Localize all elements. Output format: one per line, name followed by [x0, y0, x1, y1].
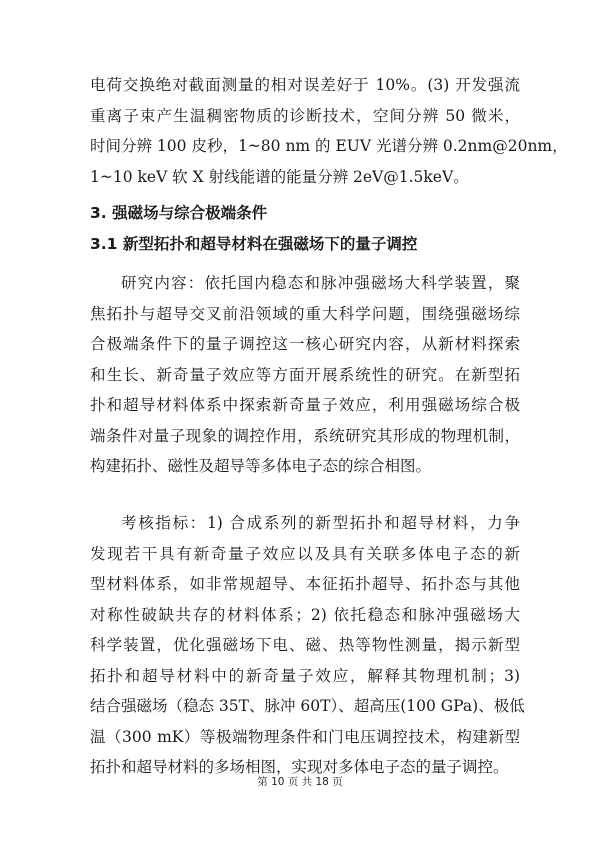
text-line: 科学装置，优化强磁场下电、磁、热等物性测量，揭示新型 — [90, 636, 520, 654]
text-line: 结合强磁场（稳态 35T、脉冲 60T）、超高压(100 GPa)、极低 — [90, 697, 525, 715]
text-line: 对称性破缺共存的材料体系；2) 依托稳态和脉冲强磁场大 — [90, 605, 520, 624]
text-line: 型材料体系，如非常规超导、本征拓扑超导、拓扑态与其他 — [90, 575, 520, 593]
text-line: 电荷交换绝对截面测量的相对误差好于 10%。(3) 开发强流 — [90, 76, 520, 94]
text-line: 1~10 keV 软 X 射线能谱的能量分辨 2eV@1.5keV。 — [90, 167, 469, 186]
page-number-footer: 第 10 页 共 18 页 — [257, 776, 343, 788]
text-line: 温（300 mK）等极端物理条件和门电压调控技术，构建新型 — [90, 727, 520, 746]
text-line: 发现若干具有新奇量子效应以及具有关联多体电子态的新 — [90, 544, 520, 563]
text-line: 合极端条件下的量子调控这一核心研究内容，从新材料探索 — [90, 335, 520, 353]
text-line: 扑和超导材料体系中探索新奇量子效应，利用强磁场综合极 — [90, 396, 520, 414]
text-line: 考核指标：1) 合成系列的新型拓扑和超导材料，力争 — [121, 514, 520, 532]
text-line: 研究内容：依托国内稳态和脉冲强磁场大科学装置，聚 — [121, 274, 520, 292]
section-heading: 3. 强磁场与综合极端条件 — [90, 204, 268, 222]
text-line: 时间分辨 100 皮秒，1~80 nm 的 EUV 光谱分辨 0.2nm@20nm， — [90, 137, 568, 155]
text-line: 构建拓扑、磁性及超导等多体电子态的综合相图。 — [90, 457, 432, 475]
text-line: 焦拓扑与超导交叉前沿领域的重大科学问题，围绕强磁场综 — [90, 304, 520, 323]
research-content-paragraph — [90, 268, 520, 482]
text-line: 和生长、新奇量子效应等方面开展系统性的研究。在新型拓 — [90, 365, 520, 384]
text-line: 重离子束产生温稠密物质的诊断技术，空间分辨 50 微米， — [90, 106, 520, 125]
text-line: 拓扑和超导材料的多场相图，实现对多体电子态的量子调控。 — [90, 758, 509, 776]
subsection-heading: 3.1 新型拓扑和超导材料在强磁场下的量子调控 — [90, 235, 418, 253]
text-line: 端条件对量子现象的调控作用，系统研究其形成的物理机制， — [90, 426, 520, 445]
assessment-indicators-paragraph — [90, 508, 525, 783]
text-line: 拓扑和超导材料中的新奇量子效应，解释其物理机制；3) — [90, 666, 520, 685]
continuation-paragraph — [90, 70, 568, 192]
